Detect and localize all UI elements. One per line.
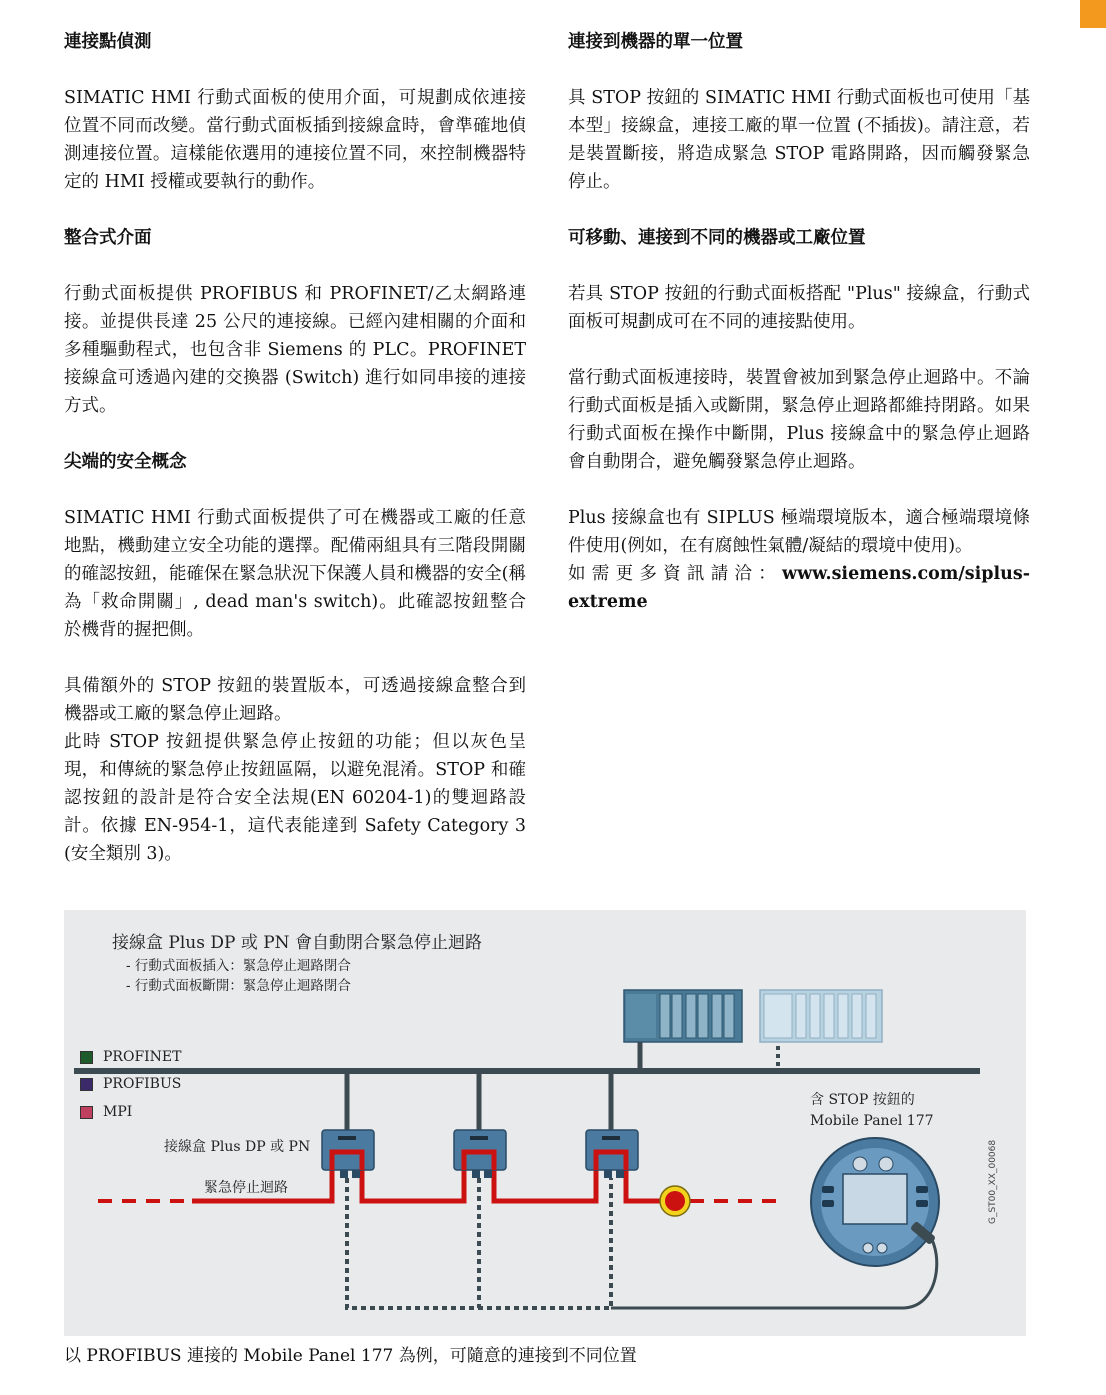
more-info-prefix: 如需更多資訊請洽： [568, 564, 783, 584]
para-integrated-interface: 行動式面板提供 PROFIBUS 和 PROFINET/乙太網路連接。並提供長達 25 公尺的連接線。已經內建相關的介面和多種驅動程式，也包含非 Siemens 的 PLC。PROFINET 接線盒可透過內建的交換器 (Switch) 進行如同串接的連接方式。 [64, 284, 526, 416]
junction-box-label: 接線盒 Plus DP 或 PN [164, 1139, 311, 1155]
para-more-info [568, 560, 1030, 616]
para-safety-concept-1: SIMATIC HMI 行動式面板提供了可在機器或工廠的任意地點，機動建立安全功能的選擇。配備兩組具有三階段開關的確認按鈕，能確保在緊急狀況下保護人員和機器的安全(稱為「救命開關」, dead man's switch)。此確認按鈕整合於機背的握把側。 [64, 508, 526, 640]
legend-swatch-profinet [80, 1051, 93, 1064]
para-safety-concept-2: 具備額外的 STOP 按鈕的裝置版本，可透過接線盒整合到機器或工廠的緊急停止迴路。 [64, 676, 526, 724]
panel-label-1: 含 STOP 按鈕的 [810, 1092, 915, 1108]
page-corner-tab [1080, 0, 1106, 28]
para-mobile-positions-3: Plus 接線盒也有 SIPLUS 極端環境版本，適合極端環境條件使用(例如，在有腐蝕性氣體/凝結的環境中使用)。 [568, 508, 1030, 556]
heading-safety-concept: 尖端的安全概念 [64, 452, 187, 472]
left-column [64, 28, 526, 868]
plc-rack-icon [624, 990, 742, 1042]
heading-connection-detection: 連接點偵測 [64, 32, 152, 52]
legend-swatch-profibus [80, 1078, 93, 1091]
panel-label-2: Mobile Panel 177 [810, 1113, 934, 1129]
legend-item-profinet [80, 1049, 182, 1065]
para-single-position: 具 STOP 按鈕的 SIMATIC HMI 行動式面板也可使用「基本型」接線盒，連接工廠的單一位置 (不插拔)。請注意，若是裝置斷接，將造成緊急 STOP 電路開路，因而觸發緊急停止。 [568, 88, 1030, 192]
right-column [568, 28, 1030, 616]
siplus-link[interactable]: www.siemens.com/siplus-extreme [568, 564, 1030, 612]
legend-label-mpi: MPI [103, 1104, 133, 1120]
heading-integrated-interface: 整合式介面 [64, 228, 152, 248]
legend-swatch-mpi [80, 1106, 93, 1119]
figure-subtitle-2: - 行動式面板斷開：緊急停止迴路閉合 [126, 978, 351, 994]
mobile-panel-icon [811, 1138, 939, 1266]
legend-item-mpi [80, 1104, 132, 1120]
figure-subtitle-1: - 行動式面板插入：緊急停止迴路閉合 [126, 958, 351, 974]
para-mobile-positions-1: 若具 STOP 按鈕的行動式面板搭配 "Plus" 接線盒，行動式面板可規劃成可在不同的連接點使用。 [568, 284, 1030, 332]
emergency-stop-button-icon [660, 1186, 690, 1216]
para-mobile-positions-2: 當行動式面板連接時，裝置會被加到緊急停止迴路中。不論行動式面板是插入或斷開，緊急停止迴路都維持閉路。如果行動式面板在操作中斷開，Plus 接線盒中的緊急停止迴路會自動閉合，避免觸發緊急停止迴路。 [568, 368, 1030, 472]
figure-title: 接線盒 Plus DP 或 PN 會自動閉合緊急停止迴路 [112, 933, 482, 953]
legend-label-profinet: PROFINET [103, 1049, 182, 1065]
legend-item-profibus [80, 1076, 181, 1092]
figure-caption: 以 PROFIBUS 連接的 Mobile Panel 177 為例，可隨意的連接到不同位置 [64, 1346, 637, 1366]
figure-code: G_ST00_XX_00068 [988, 1139, 998, 1224]
heading-mobile-positions: 可移動、連接到不同的機器或工廠位置 [568, 228, 866, 248]
network-diagram [64, 910, 1026, 1336]
legend-label-profibus: PROFIBUS [103, 1076, 182, 1092]
para-connection-detection: SIMATIC HMI 行動式面板的使用介面，可規劃成依連接位置不同而改變。當行動式面板插到接線盒時，會準確地偵測連接位置。這樣能依選用的連接位置不同，來控制機器特定的 HMI 授權或要執行的動作。 [64, 88, 526, 192]
heading-single-position: 連接到機器的單一位置 [568, 32, 743, 52]
para-safety-concept-3: 此時 STOP 按鈕提供緊急停止按鈕的功能；但以灰色呈現，和傳統的緊急停止按鈕區隔，以避免混淆。STOP 和確認按鈕的設計是符合安全法規(EN 60204-1)的雙迴路設計。依據 EN-954-1，這代表能達到 Safety Category 3 (安全類別 3)。 [64, 732, 526, 864]
plc-rack-faded-icon [760, 990, 882, 1042]
estop-loop-label: 緊急停止迴路 [204, 1180, 288, 1196]
